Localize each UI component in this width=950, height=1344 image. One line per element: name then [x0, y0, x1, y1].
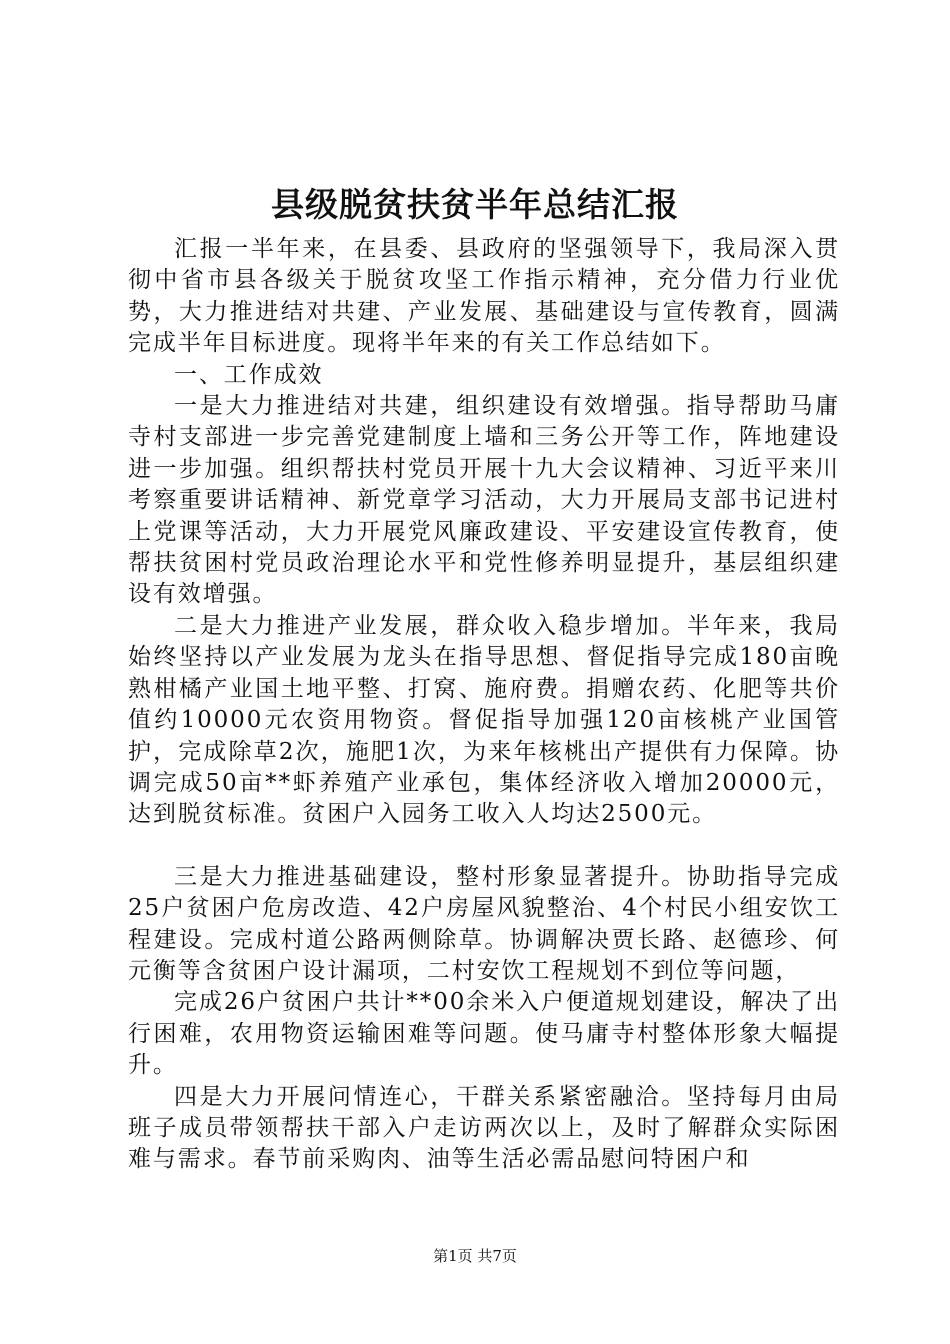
section-heading: 一、工作成效: [174, 361, 324, 388]
paragraph-3-continued: 完成26户贫困户共计**00余米入户便道规划建设，解决了出行困难，农用物资运输困难等问题。使马庸寺村整体形象大幅提升。: [128, 989, 840, 1079]
paragraph-intro: 汇报一半年来，在县委、县政府的坚强领导下，我局深入贯彻中省市县各级关于脱贫攻坚工作指示精神，充分借力行业优势，大力推进结对共建、产业发展、基础建设与宣传教育，圆满完成半年目标进度。现将半年来的有关工作总结如下。: [128, 236, 840, 357]
document-body: [128, 234, 840, 1176]
paragraph-3: 三是大力推进基础建设，整村形象显著提升。协助指导完成25户贫困户危房改造、42户房屋风貌整治、4个村民小组安饮工程建设。完成村道公路两侧除草。协调解决贾长路、赵德珍、何元衡等含贫困户设计漏项，二村安饮工程规划不到位等问题，: [128, 863, 840, 984]
paragraph-1: 一是大力推进结对共建，组织建设有效增强。指导帮助马庸寺村支部进一步完善党建制度上墙和三务公开等工作，阵地建设进一步加强。组织帮扶村党员开展十九大会议精神、习近平来川考察重要讲话精神、新党章学习活动，大力开展局支部书记进村上党课等活动，大力开展党风廉政建设、平安建设宣传教育，使帮扶贫困村党员政治理论水平和党性修养明显提升，基层组织建设有效增强。: [128, 393, 840, 608]
paragraph-4: 四是大力开展问情连心，干群关系紧密融洽。坚持每月由局班子成员带领帮扶干部入户走访两次以上，及时了解群众实际困难与需求。春节前采购肉、油等生活必需品慰问特困户和: [128, 1083, 840, 1173]
document-title: 县级脱贫扶贫半年总结汇报: [271, 185, 679, 224]
page-footer: 第1页 共7页: [433, 1247, 517, 1265]
paragraph-2: 二是大力推进产业发展，群众收入稳步增加。半年来，我局始终坚持以产业发展为龙头在指导思想、督促指导完成180亩晚熟柑橘产业国土地平整、打窝、施府费。捐赠农药、化肥等共价值约10000元农资用物资。督促指导加强120亩核桃产业国管护，完成除草2次，施肥1次，为来年核桃出产提供有力保障。协调完成50亩**虾养殖产业承包，集体经济收入增加20000元，达到脱贫标准。贫困户入园务工收入人均达2500元。: [128, 612, 840, 828]
